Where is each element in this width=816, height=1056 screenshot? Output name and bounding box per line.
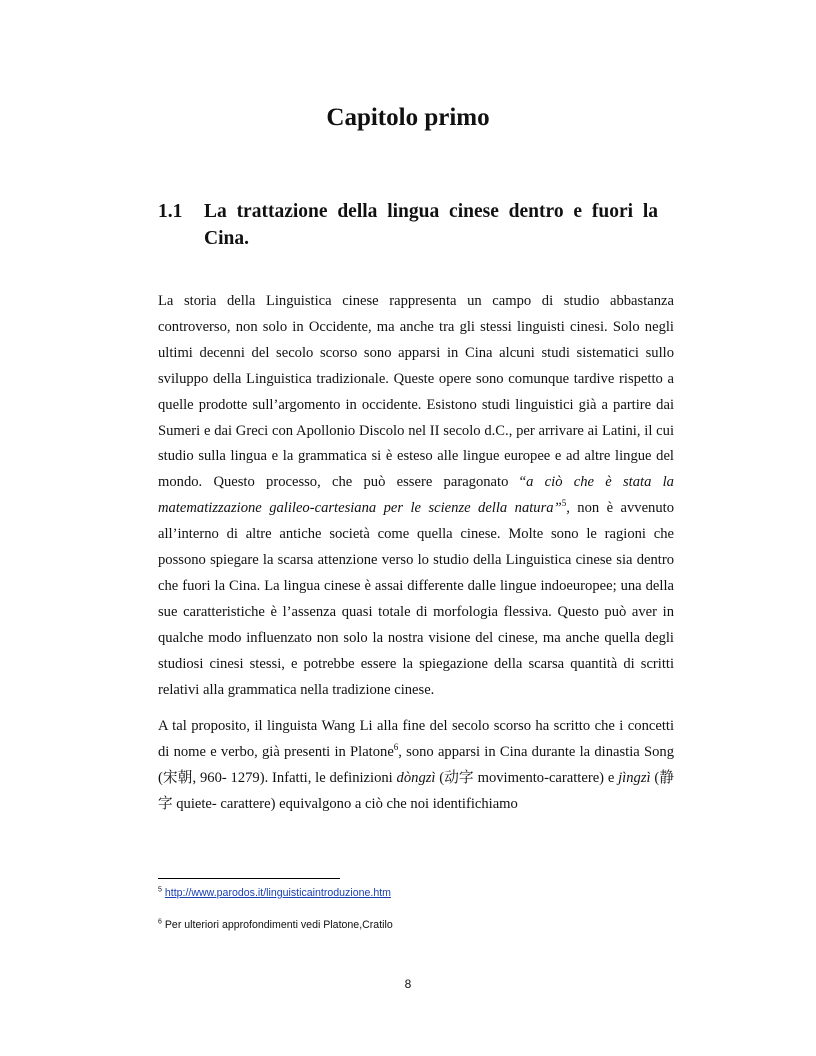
body-paragraph-1	[158, 289, 674, 704]
footnote-number: 5	[158, 886, 162, 894]
pinyin-term: jìngzì	[618, 769, 651, 786]
paragraph-text: , non è avvenuto all’interno di altre antiche società come quella cinese. Molte sono le ragioni che possono spiegare la scarsa attenzione verso lo studio della Linguistica cinese sia dentro che fuori la Cina. La lingua cinese è assai differente dalle lingue indoeuropee; una della sue caratteristiche è l’assenza quasi totale di morfologia flessiva. Questo può aver in qualche modo influenzato non solo la nostra visione del cinese, ma anche quella degli studiosi cinesi stessi, e potrebbe essere la spiegazione della scarsa quantità di scritti relativi alla grammatica nella tradizione cinese.	[158, 500, 674, 698]
pinyin-term: dòngzì	[396, 769, 436, 786]
footnote-link[interactable]: http://www.parodos.it/linguisticaintroduzione.htm	[164, 887, 391, 899]
body-paragraph-2	[158, 714, 674, 818]
closing-quote: ”	[553, 500, 562, 517]
paragraph-text: , sono apparsi in Cina durante la dinastia Song (宋朝, 960- 1279). Infatti, le definizioni	[158, 743, 674, 786]
paragraph-text: (动字 movimento-carattere) e	[435, 769, 619, 786]
footnote-divider	[158, 878, 340, 879]
section-number: 1.1	[158, 201, 183, 222]
footnote-ref-6[interactable]: 6	[393, 742, 399, 753]
paragraph-text: (静字 quiete- carattere) equivalgono a ciò che noi identifichiamo	[158, 769, 674, 812]
section-title: La trattazione della lingua cinese dentro e fuori la Cina.	[204, 201, 658, 249]
section-heading	[158, 198, 658, 252]
italic-quote: a ciò che è stata la matematizzazione galileo-cartesiana per le scienze della natura	[158, 474, 674, 517]
footnote-number: 6	[158, 918, 162, 926]
chapter-title: Capitolo primo	[326, 104, 490, 131]
footnote-text: Per ulteriori approfondimenti vedi Platone,Cratilo	[164, 919, 393, 931]
footnote-ref-5[interactable]: 5	[561, 498, 567, 509]
paragraph-text: A tal proposito, il linguista Wang Li alla fine del secolo scorso ha scritto che i concetti di nome e verbo, già presenti in Platone	[158, 718, 674, 760]
paragraph-text: La storia della Linguistica cinese rappresenta un campo di studio abbastanza controverso, non solo in Occidente, ma anche tra gli stessi linguisti cinesi. Solo negli ultimi decenni del secolo scorso sono apparsi in Cina alcuni studi sistematici sullo sviluppo della Linguistica tradizionale. Queste opere sono comunque tardive rispetto a quelle prodotte sull’argomento in occidente. Esistono studi linguistici già a partire dai Sumeri e dai Greci con Apollonio Discolo nel II secolo d.C., per arrivare ai Latini, il cui studio sulla lingua e la grammatica si è esteso alle lingue europee e ad altre lingue del mondo. Questo processo, che può essere paragonato “	[158, 293, 674, 491]
footnote-5	[158, 886, 391, 900]
footnote-6	[158, 918, 393, 932]
page-number: 8	[404, 977, 412, 991]
